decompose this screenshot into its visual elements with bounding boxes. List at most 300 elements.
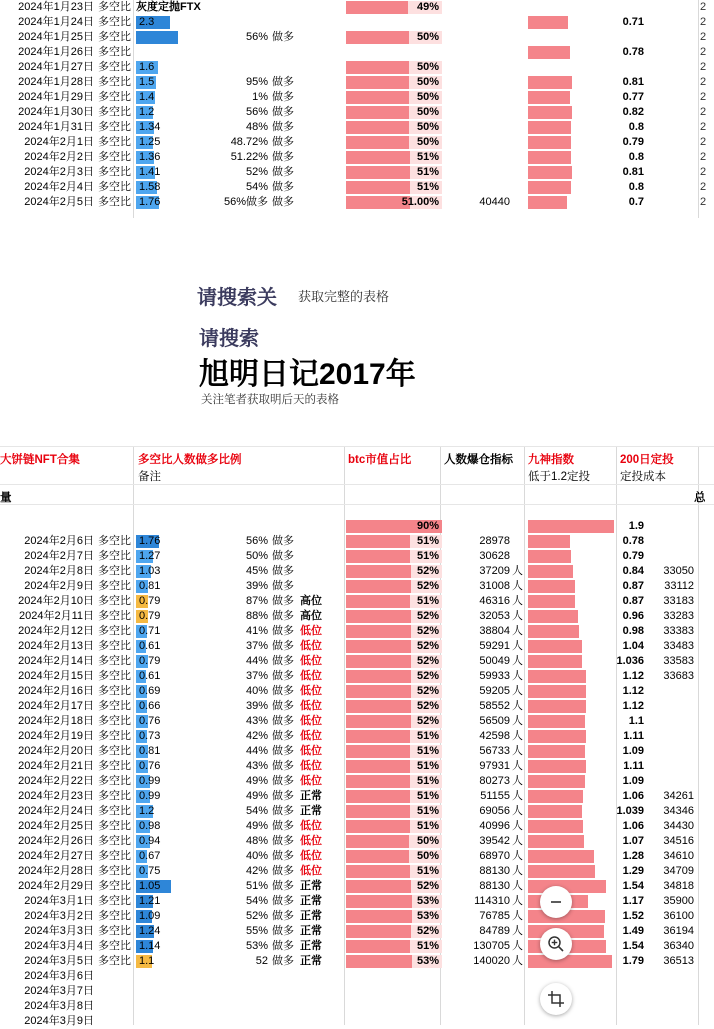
- row-liquidation: [442, 105, 510, 120]
- market-share-cell: [346, 1, 442, 14]
- table-row: [0, 894, 714, 909]
- table-row: [0, 150, 714, 165]
- row-tail: [700, 894, 714, 909]
- table-row: [0, 819, 714, 834]
- market-share-cell: [346, 700, 442, 713]
- row-liquidation-unit: 人: [512, 820, 523, 832]
- table-row: [0, 15, 714, 30]
- table-row: [0, 90, 714, 105]
- row-label: 多空比: [98, 670, 131, 682]
- row-liquidation-unit: [512, 999, 530, 1014]
- market-share-bar: [346, 31, 409, 44]
- row-date: 2024年2月8日: [24, 565, 94, 577]
- table-row: [0, 969, 714, 984]
- ratio-value: 0.75: [139, 865, 161, 877]
- row-dca-cost: [620, 45, 694, 60]
- ratio-cell: [136, 166, 196, 179]
- nine-index-value: 1.9: [628, 520, 644, 532]
- nine-index-value: 1.07: [622, 835, 644, 847]
- row-tail: 2: [700, 106, 707, 118]
- row-percent: 52%: [245, 166, 268, 178]
- table-row: [0, 744, 714, 759]
- nine-index-value: 0.96: [622, 610, 644, 622]
- nine-index-value: 0.8: [628, 181, 644, 193]
- nine-index-value: 0.78: [622, 535, 644, 547]
- row-percent: 42%: [245, 865, 268, 877]
- table-row: [0, 534, 714, 549]
- row-dca-cost: 36100: [663, 910, 694, 922]
- row-percent: 48%: [245, 835, 268, 847]
- row-label: 多空比: [98, 1, 131, 13]
- row-dca-cost: 34261: [663, 790, 694, 802]
- ratio-value: 0.99: [139, 790, 161, 802]
- row-liquidation-unit: 人: [512, 925, 523, 937]
- row-date: 2024年2月13日: [18, 640, 94, 652]
- zoom-in-button[interactable]: [540, 928, 572, 960]
- market-share-bar: [346, 181, 410, 194]
- row-date: 2024年2月22日: [18, 775, 94, 787]
- row-direction: 做多: [272, 106, 294, 118]
- row-dca-cost: [620, 120, 694, 135]
- row-liquidation: 88130: [479, 865, 510, 877]
- row-label: 多空比: [98, 610, 131, 622]
- nine-index-value: 0.87: [622, 595, 644, 607]
- market-share-value: 50%: [416, 31, 439, 43]
- row-direction: 做多: [272, 925, 294, 937]
- market-share-value: 51%: [416, 790, 439, 802]
- row-direction: 做多: [272, 775, 294, 787]
- row-direction: 做多: [272, 76, 294, 88]
- market-share-value: 51%: [416, 940, 439, 952]
- nine-index-bar: [528, 535, 570, 548]
- row-date: 2024年3月4日: [24, 940, 94, 952]
- row-percent: 56%: [245, 535, 268, 547]
- nine-index-bar: [528, 76, 572, 89]
- row-liquidation: 50049: [479, 655, 510, 667]
- nine-index-bar: [528, 565, 573, 578]
- row-dca-cost: [620, 90, 694, 105]
- row-date: 2024年2月16日: [18, 685, 94, 697]
- ratio-cell: [136, 925, 196, 938]
- row-direction: 做多: [272, 136, 294, 148]
- row-label: 多空比: [98, 196, 131, 208]
- ratio-value: 1.76: [139, 196, 161, 208]
- ratio-value: 1.21: [139, 895, 161, 907]
- nine-index-bar: [528, 655, 582, 668]
- market-share-cell: [346, 196, 442, 209]
- ratio-cell: [136, 715, 196, 728]
- row-percent: 54%: [245, 805, 268, 817]
- header-market-share: btc市值占比: [348, 454, 412, 466]
- ratio-cell: [136, 970, 196, 983]
- row-liquidation-unit: 人: [512, 625, 523, 637]
- row-tail: [700, 849, 714, 864]
- market-share-value: 52%: [416, 880, 439, 892]
- row-note: 正常: [300, 895, 322, 907]
- nine-index-value: 1.28: [622, 850, 644, 862]
- row-label: 多空比: [98, 775, 131, 787]
- market-share-cell: [346, 850, 442, 863]
- row-liquidation: [442, 0, 510, 15]
- row-dca-cost: 33383: [663, 625, 694, 637]
- row-percent: 50%: [245, 550, 268, 562]
- table-row: [0, 879, 714, 894]
- row-tail: [700, 984, 714, 999]
- row-note: 正常: [300, 940, 322, 952]
- market-share-cell: [346, 121, 442, 134]
- market-share-value: 51%: [416, 595, 439, 607]
- header-nine-index: 九神指数: [528, 454, 574, 466]
- market-share-value: 52%: [416, 640, 439, 652]
- market-share-value: 51%: [416, 775, 439, 787]
- market-share-value: 50%: [416, 121, 439, 133]
- row-percent: 49%: [245, 820, 268, 832]
- row-dca-cost: [620, 75, 694, 90]
- row-label: 多空比: [98, 166, 131, 178]
- ratio-cell: [136, 685, 196, 698]
- row-direction: 做多: [272, 610, 294, 622]
- nine-index-bar: [528, 136, 571, 149]
- row-percent: 48.72%: [230, 136, 268, 148]
- row-dca-cost: [620, 195, 694, 210]
- row-tail: [700, 774, 714, 789]
- header-divider: [0, 504, 714, 505]
- row-direction: 做多: [272, 181, 294, 193]
- row-direction: 做多: [272, 895, 294, 907]
- row-date: 2024年2月6日: [24, 535, 94, 547]
- row-percent: 51%: [245, 880, 268, 892]
- row-tail: [700, 759, 714, 774]
- ratio-value: 0.69: [139, 685, 161, 697]
- row-tail: [700, 579, 714, 594]
- row-liquidation: [442, 999, 510, 1014]
- market-share-value: 51.00%: [401, 196, 439, 208]
- market-share-cell: [346, 61, 442, 74]
- row-date: 2024年3月7日: [24, 985, 94, 997]
- ratio-value: 0.76: [139, 760, 161, 772]
- header-note: 备注: [138, 471, 161, 483]
- row-dca-cost: [620, 519, 694, 534]
- row-date: 2024年2月1日: [24, 136, 94, 148]
- row-percent: 55%: [245, 925, 268, 937]
- row-liquidation: 88130: [479, 880, 510, 892]
- ratio-cell: [136, 550, 196, 563]
- row-tail: [700, 594, 714, 609]
- row-liquidation: [442, 984, 510, 999]
- ratio-value: 1.27: [139, 550, 161, 562]
- market-share-bar: [346, 535, 410, 548]
- market-share-bar: [346, 940, 410, 953]
- row-tail: [700, 999, 714, 1014]
- table-row: [0, 165, 714, 180]
- nine-index-bar: [528, 106, 572, 119]
- nine-index-value: 1.06: [622, 820, 644, 832]
- table-row: [0, 939, 714, 954]
- row-label: 多空比: [98, 865, 131, 877]
- row-liquidation-unit: 人: [512, 685, 523, 697]
- special-note: 灰度定抛FTX: [136, 1, 201, 13]
- row-tail: 2: [700, 91, 707, 103]
- nine-index-value: 1.06: [622, 790, 644, 802]
- row-direction: 做多: [272, 835, 294, 847]
- market-share-bar: [346, 715, 411, 728]
- row-liquidation: [442, 90, 510, 105]
- nine-index-bar: [528, 955, 612, 968]
- row-date: 2024年2月18日: [18, 715, 94, 727]
- row-direction: 做多: [272, 535, 294, 547]
- row-date: 2024年2月20日: [18, 745, 94, 757]
- row-dca-cost: 33683: [663, 670, 694, 682]
- row-liquidation: 28978: [479, 535, 510, 547]
- market-share-value: 52%: [416, 580, 439, 592]
- ratio-value: 0.99: [139, 775, 161, 787]
- row-note: 正常: [300, 925, 322, 937]
- row-liquidation: 68970: [479, 850, 510, 862]
- row-dca-cost: [620, 714, 694, 729]
- row-label: 多空比: [98, 550, 131, 562]
- market-share-cell: [346, 880, 442, 893]
- row-dca-cost: 33050: [663, 565, 694, 577]
- promo-line4: 关注笔者获取明后天的表格: [201, 394, 339, 406]
- row-liquidation-unit: 人: [512, 745, 523, 757]
- market-share-value: 53%: [416, 895, 439, 907]
- ratio-value: 0.76: [139, 715, 161, 727]
- row-percent: 44%: [245, 745, 268, 757]
- row-direction: [272, 1014, 312, 1029]
- row-direction: 做多: [272, 595, 294, 607]
- ratio-cell: [136, 31, 196, 44]
- market-share-bar: [346, 820, 410, 833]
- ratio-value: 0.98: [139, 820, 161, 832]
- ratio-cell: [136, 790, 196, 803]
- market-share-bar: [346, 121, 409, 134]
- row-liquidation-unit: 人: [512, 760, 523, 772]
- row-percent: [196, 15, 268, 30]
- row-liquidation-unit: 人: [512, 955, 523, 967]
- row-label: [98, 969, 132, 984]
- nine-index-value: 0.79: [622, 136, 644, 148]
- ratio-cell: [136, 745, 196, 758]
- row-dca-cost: [620, 534, 694, 549]
- nine-index-value: 1.12: [622, 700, 644, 712]
- table-row: [0, 195, 714, 210]
- nine-index-value: 0.77: [622, 91, 644, 103]
- row-note: 高位: [300, 595, 322, 607]
- nine-index-value: 1.79: [622, 955, 644, 967]
- row-dca-cost: [620, 0, 694, 15]
- row-label: [98, 1014, 132, 1029]
- row-dca-cost: [620, 684, 694, 699]
- market-share-cell: [346, 910, 442, 923]
- promo-line2: 请搜索: [199, 328, 259, 350]
- row-percent: 52: [255, 955, 268, 967]
- row-dca-cost: [620, 984, 694, 999]
- nine-index-bar: [528, 181, 571, 194]
- row-dca-cost: [620, 774, 694, 789]
- row-liquidation: 37209: [479, 565, 510, 577]
- nine-index-value: 0.81: [622, 76, 644, 88]
- ratio-value: 1.2: [139, 805, 155, 817]
- row-percent: 44%: [245, 655, 268, 667]
- market-share-cell: [346, 925, 442, 938]
- row-tail: [700, 924, 714, 939]
- row-liquidation: [442, 45, 510, 60]
- row-date: 2024年1月29日: [18, 91, 94, 103]
- row-direction: 做多: [272, 730, 294, 742]
- row-label: 多空比: [98, 91, 131, 103]
- market-share-cell: [346, 565, 442, 578]
- row-tail: [700, 834, 714, 849]
- row-label: 多空比: [98, 700, 131, 712]
- row-label: 多空比: [98, 790, 131, 802]
- nine-index-value: 0.79: [622, 550, 644, 562]
- market-share-bar: [346, 595, 410, 608]
- row-label: 多空比: [98, 16, 131, 28]
- row-direction: [272, 999, 312, 1014]
- market-share-bar: [346, 775, 410, 788]
- row-percent: [196, 984, 268, 999]
- table-row: [0, 60, 714, 75]
- market-share-value: 52%: [416, 670, 439, 682]
- zoom-in-icon: [546, 934, 566, 954]
- row-date: 2024年2月10日: [18, 595, 94, 607]
- row-date: 2024年1月31日: [18, 121, 94, 133]
- row-label: [98, 519, 132, 534]
- ratio-value: 0.79: [139, 595, 161, 607]
- nine-index-value: 1.09: [622, 745, 644, 757]
- zoom-out-button[interactable]: [540, 886, 572, 918]
- table-row: [0, 594, 714, 609]
- row-tail: 2: [700, 31, 707, 43]
- row-direction: 做多: [272, 760, 294, 772]
- row-date: 2024年3月2日: [24, 910, 94, 922]
- table-row: [0, 30, 714, 45]
- row-date: 2024年3月1日: [24, 895, 94, 907]
- market-share-bar: [346, 685, 411, 698]
- nine-index-value: 1.12: [622, 685, 644, 697]
- row-label: 多空比: [98, 955, 131, 967]
- row-date: 2024年2月4日: [24, 181, 94, 193]
- row-direction: 做多: [272, 640, 294, 652]
- ratio-cell: [136, 985, 196, 998]
- nine-index-bar: [528, 121, 571, 134]
- row-direction: 做多: [272, 625, 294, 637]
- row-label: 多空比: [98, 580, 131, 592]
- row-dca-cost: 36513: [663, 955, 694, 967]
- row-date: 2024年2月14日: [18, 655, 94, 667]
- ratio-value: 0.67: [139, 850, 161, 862]
- row-dca-cost: 34430: [663, 820, 694, 832]
- market-share-cell: [346, 535, 442, 548]
- row-dca-cost: [620, 150, 694, 165]
- ratio-value: 1.5: [139, 76, 155, 88]
- row-direction: 做多: [272, 196, 294, 208]
- ratio-cell: [136, 895, 196, 908]
- market-share-value: 51%: [416, 805, 439, 817]
- row-percent: 39%: [245, 700, 268, 712]
- row-liquidation: 130705: [473, 940, 510, 952]
- row-tail: [700, 684, 714, 699]
- row-percent: 87%: [245, 595, 268, 607]
- ratio-value: 0.81: [139, 580, 161, 592]
- row-label: 多空比: [98, 805, 131, 817]
- row-date: 2024年2月29日: [18, 880, 94, 892]
- row-liquidation: [442, 135, 510, 150]
- ratio-cell: [136, 940, 196, 953]
- row-liquidation-unit: [512, 1014, 530, 1029]
- row-tail: [700, 699, 714, 714]
- row-liquidation: 51155: [480, 790, 510, 802]
- row-liquidation-unit: 人: [512, 835, 523, 847]
- row-percent: 95%: [245, 76, 268, 88]
- market-share-cell: [346, 595, 442, 608]
- row-percent: [196, 519, 268, 534]
- row-percent: [196, 0, 268, 15]
- market-share-bar: [346, 61, 409, 74]
- row-tail: 2: [700, 76, 707, 88]
- market-share-cell: [346, 76, 442, 89]
- header-total: 总: [694, 492, 706, 504]
- ratio-cell: [136, 106, 196, 119]
- nine-index-value: 1.1: [628, 715, 644, 727]
- row-label: 多空比: [98, 151, 131, 163]
- row-liquidation: [442, 60, 510, 75]
- table-row: [0, 180, 714, 195]
- market-share-bar: [346, 670, 411, 683]
- row-tail: [700, 714, 714, 729]
- crop-button[interactable]: [540, 983, 572, 1015]
- ratio-cell: [136, 610, 196, 623]
- ratio-cell: [136, 640, 196, 653]
- row-dca-cost: [620, 969, 694, 984]
- crop-icon: [547, 990, 565, 1008]
- market-share-bar: [346, 151, 410, 164]
- ratio-cell: [136, 850, 196, 863]
- market-share-cell: [346, 610, 442, 623]
- row-dca-cost: 34818: [663, 880, 694, 892]
- row-percent: 40%: [245, 850, 268, 862]
- nine-index-value: 1.11: [623, 760, 644, 772]
- row-tail: [700, 609, 714, 624]
- nine-index-value: 1.52: [622, 910, 644, 922]
- market-share-bar: [346, 790, 410, 803]
- row-note: 低位: [300, 685, 322, 697]
- row-date: 2024年2月23日: [18, 790, 94, 802]
- ratio-cell: [136, 76, 196, 89]
- row-liquidation: [442, 75, 510, 90]
- nine-index-bar: [528, 595, 575, 608]
- row-tail: 2: [700, 16, 707, 28]
- table-row: [0, 519, 714, 534]
- ratio-cell: [136, 91, 196, 104]
- row-percent: 1%: [252, 91, 268, 103]
- row-liquidation-unit: 人: [512, 895, 523, 907]
- market-share-bar: [346, 760, 410, 773]
- ratio-cell: [136, 955, 196, 968]
- row-percent: 43%: [245, 760, 268, 772]
- table-row: [0, 954, 714, 969]
- row-liquidation: 140020: [473, 955, 510, 967]
- header-divider: [0, 446, 714, 447]
- market-share-bar: [346, 895, 412, 908]
- row-label: 多空比: [98, 76, 131, 88]
- ratio-cell: [136, 1000, 196, 1013]
- table-row: [0, 984, 714, 999]
- market-share-cell: [346, 655, 442, 668]
- market-share-value: 52%: [416, 655, 439, 667]
- row-percent: 37%: [245, 640, 268, 652]
- row-date: 2024年1月25日: [18, 31, 94, 43]
